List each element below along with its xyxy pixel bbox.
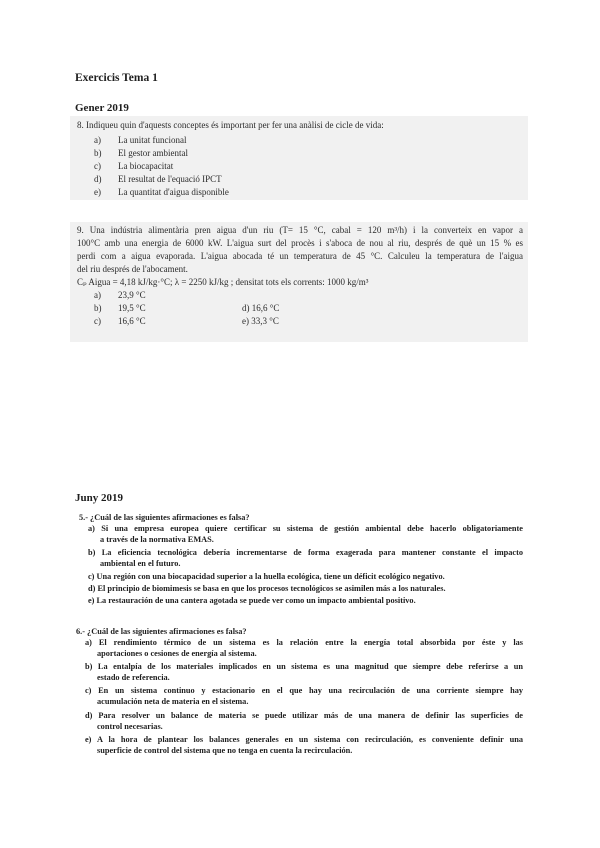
section-heading-gener: Gener 2019	[75, 102, 129, 114]
page-title: Exercicis Tema 1	[75, 72, 158, 84]
question-5-option: d) El principio de biomimesis se basa en que los procesos tecnológicos se asimilen más a los naturales.	[88, 584, 446, 593]
question-9-image	[70, 222, 528, 342]
question-9-option: c) 16,6 °C	[94, 316, 146, 326]
question-8-option: e) La quantitat d'aigua disponible	[94, 187, 229, 197]
question-9-option: e) 33,3 °C	[242, 316, 279, 326]
question-9-option: d) 16,6 °C	[242, 303, 280, 313]
question-5-option: a) Si una empresa europea quiere certificar su sistema de gestión ambiental debe hacerlo obligatoriamente a través de la normativa EMAS.	[88, 524, 523, 545]
question-9-option: a) 23,9 °C	[94, 290, 146, 300]
question-6-option: b) La entalpía de los materiales implicados en un sistema es una magnitud que siempre debe referirse a un estado de referencia.	[85, 662, 523, 683]
question-6-option: e) A la hora de plantear los balances generales en un sistema con recirculación, es conveniente definir una superficie de control del sistema que no tenga en cuenta la recirculación.	[85, 735, 523, 756]
question-8-option: a) La unitat funcional	[94, 135, 187, 145]
question-6-block	[77, 626, 525, 766]
question-8-text: 8. Indiqueu quin d'aquests conceptes és important per fer una anàlisi de cicle de vida:	[77, 120, 384, 130]
question-9-line: del riu després de l'abocament.	[77, 264, 188, 274]
question-9-line: 9. Una indústria alimentària pren aigua d'un riu (T= 15 °C, cabal = 120 m³/h) i la converteix en vapor a	[77, 225, 523, 235]
question-5-text: 5.- ¿Cuál de las siguientes afirmaciones es falsa?	[79, 513, 250, 522]
question-5-block	[77, 512, 525, 612]
question-8-option: d) El resultat de l'equació IPCT	[94, 174, 222, 184]
question-9-line: 100°C amb una energia de 6000 kW. L'aigua surt del procès i s'aboca de nou al riu, després de què un 15 % es	[77, 238, 523, 248]
question-5-option: e) La restauración de una cantera agotada se puede ver como un impacto ambiental positivo.	[88, 596, 416, 605]
question-6-option: a) El rendimiento térmico de un sistema es la relación entre la energía total absorbida por éste y las aportaciones o cesiones de energía al sistema.	[85, 638, 523, 659]
question-5-option: c) Una región con una biocapacidad superior a la huella ecológica, tiene un déficit ecológico negativo.	[88, 572, 445, 581]
question-9-line: perdi com a aigua evaporada. L'aigua abocada té un temperatura de 45 °C. Calculeu la temperatura de l'aigua	[77, 251, 523, 261]
question-8-option: c) La biocapacitat	[94, 161, 174, 171]
question-5-option: b) La eficiencia tecnológica debería incrementarse de forma exagerada para mantener constante el impacto ambiental en el futuro.	[88, 548, 523, 569]
question-9-constants: Cₚ Aigua = 4,18 kJ/kg·°C; λ = 2250 kJ/kg ; densitat tots els corrents: 1000 kg/m³	[77, 277, 369, 287]
question-9-option: b) 19,5 °C	[94, 303, 146, 313]
question-6-option: d) Para resolver un balance de materia se puede utilizar más de una manera de definir las superficies de control necesarias.	[85, 711, 523, 732]
section-heading-juny: Juny 2019	[75, 492, 123, 504]
question-8-option: b) El gestor ambiental	[94, 148, 188, 158]
question-8-image	[70, 116, 528, 200]
question-6-text: 6.- ¿Cuál de las siguientes afirmaciones es falsa?	[76, 627, 247, 636]
question-6-option: c) En un sistema continuo y estacionario en el que hay una recirculación de una corriente siempre hay acumulación neta de materia en el sistema.	[85, 686, 523, 707]
